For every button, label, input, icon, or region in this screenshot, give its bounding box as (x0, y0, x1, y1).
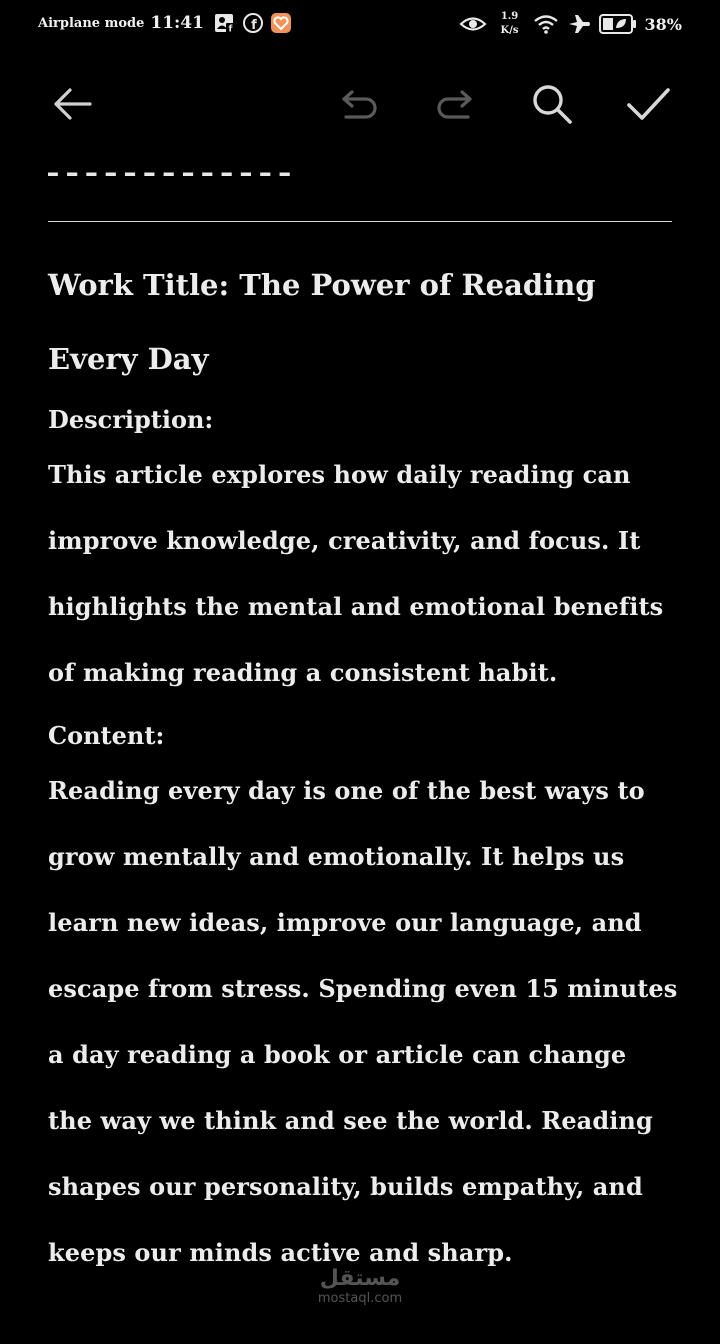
airplane-mode-label: Airplane mode (38, 15, 145, 31)
work-title: Work Title: The Power of Reading Every Day (48, 268, 596, 376)
status-bar-right (459, 10, 682, 38)
done-button[interactable] (616, 74, 680, 138)
network-speed-value: 1.9 (500, 11, 519, 22)
clipped-text-line (48, 140, 672, 178)
back-arrow-icon (50, 82, 94, 130)
description-label: Description: (48, 405, 214, 434)
svg-text:f: f (251, 18, 257, 33)
facebook-icon (242, 12, 264, 34)
network-speed-unit: K/s (500, 25, 519, 36)
redo-button[interactable] (422, 74, 486, 138)
clock: 11:41 (150, 13, 204, 33)
undo-icon (338, 82, 382, 130)
back-button[interactable] (40, 74, 104, 138)
redo-icon (432, 82, 476, 130)
eye-icon (459, 13, 487, 35)
search-icon (528, 80, 576, 132)
description-paragraph: This article explores how daily reading can improve knowledge, creativity, and focus. It highlights the mental and emotional benefits of making reading a consistent habit. (48, 460, 664, 687)
undo-button[interactable] (328, 74, 392, 138)
status-bar-left (38, 12, 292, 34)
horizontal-divider (48, 221, 672, 222)
battery-percent: 38% (644, 14, 682, 34)
watermark-arabic: مستقل (319, 1266, 401, 1291)
search-button[interactable] (520, 74, 584, 138)
contact-card-icon (214, 12, 236, 34)
content-paragraph: Reading every day is one of the best ways to grow mentally and emotionally. It helps us learn new ideas, improve our language, and escape from stress. Spending even 15 minutes a day reading a book or article can change the way we think and see the world. Reading shapes our personality, builds empathy, and keeps our minds active and sharp. (48, 776, 678, 1267)
clipped-text: ـ ـ ـ ـ ـ ـ ـ ـ ـ ـ ـ ـ ـ (48, 150, 290, 178)
watermark-latin: mostaql.com (317, 1291, 403, 1306)
watermark (300, 1266, 420, 1306)
svg-text:f: f (228, 24, 233, 34)
status-bar (0, 0, 720, 48)
content-label: Content: (48, 721, 165, 750)
airplane-icon (567, 13, 591, 35)
check-icon (624, 80, 672, 132)
battery-saver-icon (599, 13, 637, 35)
heart-shield-icon (270, 12, 292, 34)
editor-toolbar (0, 74, 720, 138)
wifi-icon (533, 13, 559, 35)
document-body[interactable] (48, 248, 678, 1286)
network-speed (501, 10, 519, 38)
